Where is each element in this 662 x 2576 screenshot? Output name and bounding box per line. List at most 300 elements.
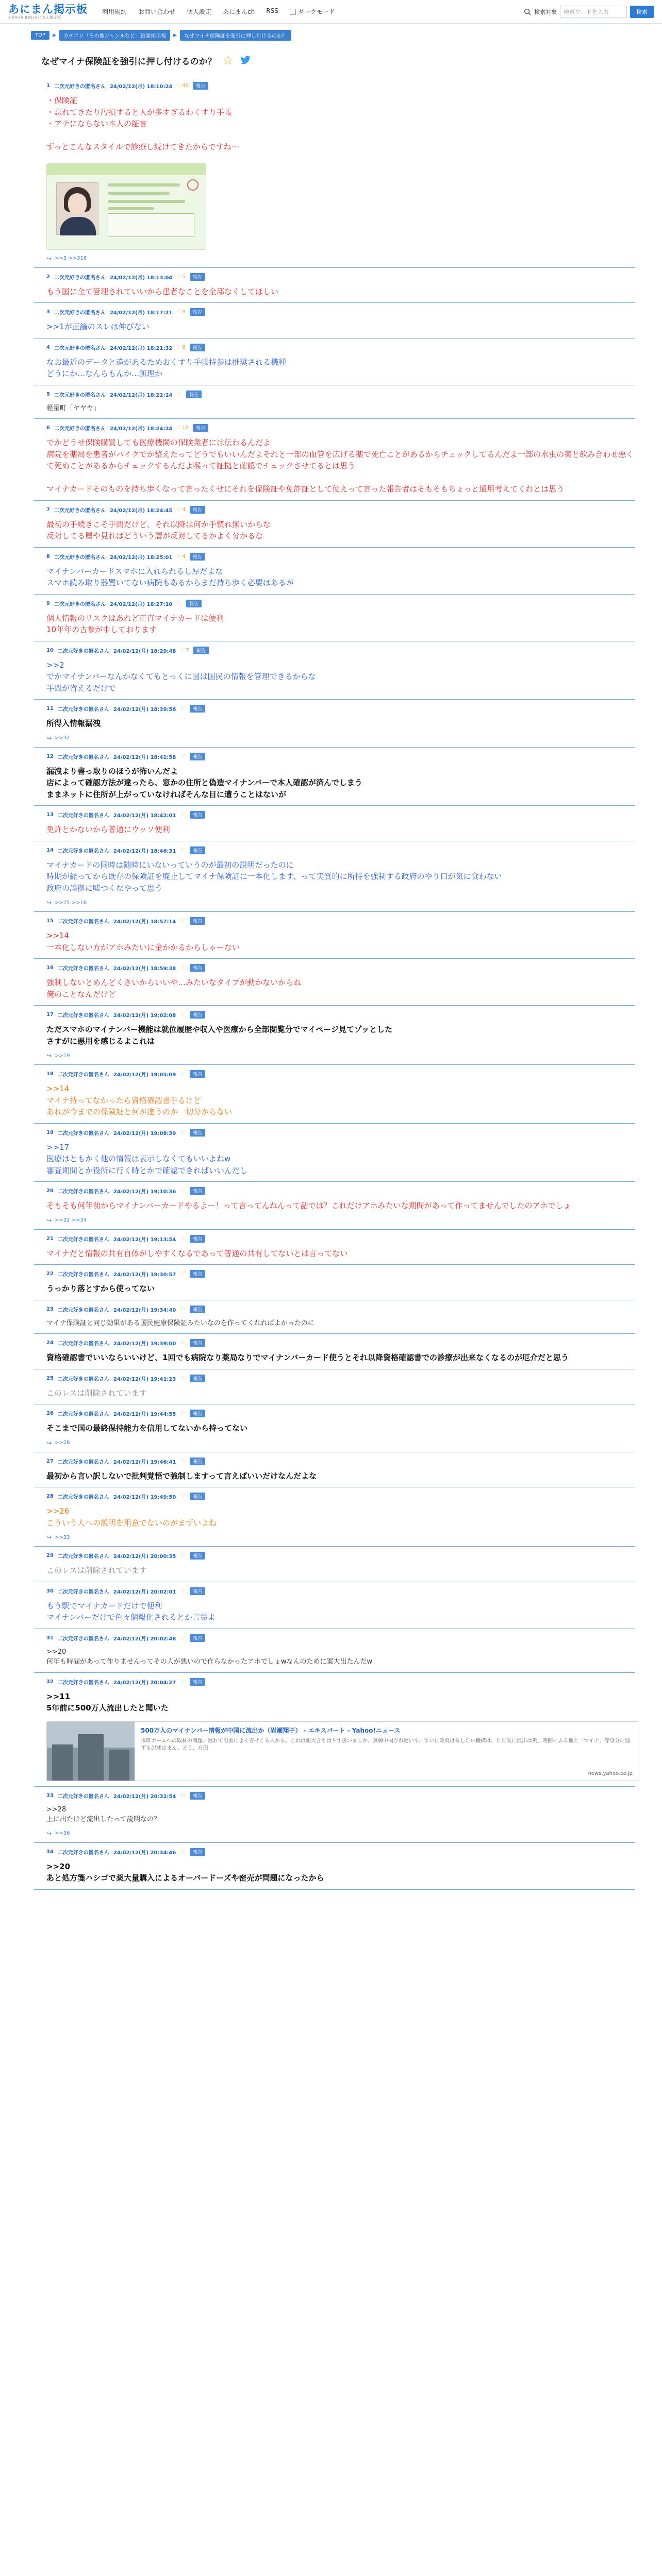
like-button[interactable] bbox=[180, 1271, 186, 1277]
post-date: 24/02/12(月) 19:49:50 bbox=[113, 1495, 176, 1500]
like-icon: ♡ bbox=[180, 1849, 185, 1855]
reply-icon: ↪ bbox=[46, 1534, 52, 1541]
post-number[interactable]: 24 bbox=[46, 1340, 54, 1346]
post-number[interactable]: 17 bbox=[46, 1012, 54, 1018]
post-meta bbox=[46, 1129, 635, 1137]
like-button[interactable] bbox=[180, 1793, 186, 1799]
reply-links bbox=[46, 1217, 635, 1224]
post-body: >>14 一本化しない方がアホみたいに金かかるからしゃーない bbox=[46, 931, 240, 952]
post-body: >>2 でかマイナンバーなんかなくてもとっくに国は国民の情報を管理できるからな 手間が省えるだけで bbox=[46, 660, 316, 693]
post bbox=[34, 501, 635, 548]
post bbox=[34, 1230, 635, 1265]
post-number[interactable]: 11 bbox=[46, 706, 54, 711]
like-icon: ♡ bbox=[180, 1494, 185, 1499]
post-number[interactable]: 30 bbox=[46, 1588, 54, 1594]
post-meta bbox=[46, 553, 635, 561]
like-icon: ♡ bbox=[180, 1129, 185, 1136]
report-button[interactable]: 報告 bbox=[190, 1375, 205, 1382]
post-number[interactable]: 19 bbox=[46, 1129, 54, 1136]
like-button[interactable] bbox=[180, 1635, 186, 1641]
report-button[interactable]: 報告 bbox=[190, 1235, 205, 1243]
report-button[interactable]: 報告 bbox=[190, 1410, 205, 1417]
post-date: 24/02/12(月) 20:02:48 bbox=[113, 1636, 176, 1642]
like-icon: ♡ bbox=[180, 1188, 185, 1194]
reply-anchor[interactable]: >>3 >>316 bbox=[55, 256, 87, 261]
post-author: 二次元好きの匿名さん bbox=[57, 1850, 109, 1856]
post-number[interactable]: 23 bbox=[46, 1306, 54, 1312]
post-number[interactable]: 2 bbox=[46, 274, 50, 280]
post-body: 漏洩より書っ取りのほうが怖いんだよ 店によって確認方法が違ったら、窓かの住所と偽造マイナンバーで本人確認が済んでしまう ままネットに住所が上がっていなければそんな目に遭うことはないが bbox=[46, 766, 362, 799]
post-number[interactable]: 32 bbox=[46, 1679, 54, 1685]
post-author: 二次元好きの匿名さん bbox=[54, 601, 106, 607]
report-button[interactable]: 報告 bbox=[186, 391, 202, 398]
like-icon: ♡ bbox=[180, 1588, 185, 1594]
report-button[interactable]: 報告 bbox=[190, 553, 205, 561]
report-button[interactable]: 報告 bbox=[190, 1187, 205, 1195]
post-number[interactable]: 3 bbox=[46, 309, 50, 315]
post-date: 24/02/12(月) 19:34:40 bbox=[113, 1307, 176, 1313]
reply-icon: ↪ bbox=[46, 1216, 52, 1224]
post-body: なお最近のデータと違があるためおくすり手帳持参は推奨される機種 どうにか…なんらもんか…無理か bbox=[46, 357, 287, 378]
like-button[interactable] bbox=[180, 648, 189, 653]
like-button[interactable] bbox=[176, 554, 185, 560]
like-icon: ♡ bbox=[180, 1071, 185, 1077]
reply-anchor[interactable]: >>15 >>16 bbox=[55, 900, 87, 906]
post bbox=[34, 1487, 635, 1547]
like-count: 4 bbox=[182, 506, 186, 513]
breadcrumb-top[interactable]: TOP bbox=[31, 31, 49, 40]
post-body: 最初の手続きこそ手間だけど、それ以降は何か手慣れ無いからな 反対してる層や見ればどういう層が反対してるかよく分かるな bbox=[46, 519, 271, 540]
like-button[interactable] bbox=[180, 918, 186, 924]
like-button[interactable] bbox=[180, 1236, 186, 1242]
post-meta bbox=[46, 705, 635, 713]
post-number[interactable]: 6 bbox=[46, 425, 50, 431]
like-icon: ♡ bbox=[180, 1635, 185, 1641]
post-date: 24/02/12(月) 19:30:57 bbox=[113, 1272, 176, 1278]
logo-subtitle: animan BBS/あにまん掲示板 bbox=[8, 15, 61, 20]
report-button[interactable]: 報告 bbox=[190, 964, 205, 972]
like-button[interactable] bbox=[180, 1849, 186, 1855]
insurance-card-image[interactable] bbox=[46, 163, 206, 250]
like-button[interactable] bbox=[180, 1071, 186, 1077]
post-author: 二次元好きの匿名さん bbox=[54, 84, 106, 90]
search-input[interactable]: 検索ワードを入力 bbox=[560, 6, 627, 18]
report-button[interactable]: 報告 bbox=[190, 846, 205, 854]
post-author: 二次元好きの匿名さん bbox=[57, 754, 109, 760]
like-button[interactable] bbox=[180, 754, 186, 759]
like-button[interactable] bbox=[176, 345, 185, 350]
like-icon: ♡ bbox=[176, 274, 181, 280]
report-button[interactable]: 報告 bbox=[190, 705, 205, 713]
post-number[interactable]: 22 bbox=[46, 1271, 54, 1277]
post-author: 二次元好きの匿名さん bbox=[57, 1495, 109, 1500]
link-title: 500万人のマイナンバー情報が中国に流出か（岩瀬翔子） - エキスパート - Yahoo!ニュース bbox=[141, 1726, 401, 1734]
post-date: 24/02/12(月) 19:08:39 bbox=[113, 1130, 176, 1137]
like-button[interactable] bbox=[180, 706, 186, 711]
post-number[interactable]: 27 bbox=[46, 1458, 54, 1464]
card-photo bbox=[56, 182, 98, 235]
post-author: 二次元好きの匿名さん bbox=[57, 1459, 109, 1465]
post-meta bbox=[46, 1587, 635, 1595]
post-number[interactable]: 5 bbox=[46, 391, 50, 397]
report-button[interactable]: 報告 bbox=[190, 753, 205, 760]
like-count: 40 bbox=[182, 83, 189, 89]
post-number[interactable]: 25 bbox=[46, 1375, 54, 1381]
like-icon: ♡ bbox=[180, 706, 185, 711]
post-body: 所得入情報漏洩 bbox=[46, 719, 101, 728]
post-date: 24/02/12(月) 18:57:14 bbox=[113, 919, 176, 925]
reply-icon: ↪ bbox=[46, 899, 52, 906]
like-icon: ♡ bbox=[180, 1553, 185, 1558]
post bbox=[34, 1369, 635, 1405]
post-number[interactable]: 9 bbox=[46, 600, 50, 606]
post-number[interactable]: 34 bbox=[46, 1849, 54, 1855]
like-icon: ♡ bbox=[180, 1458, 185, 1464]
site-logo[interactable] bbox=[8, 4, 88, 20]
post-body: ・保険証 ・忘れてきたり汚損すると人が多すぎるわくすり手帳 ・アテにならない本人の証言 ずっとこんなスタイルで診療し続けてきたからですね〜 bbox=[46, 96, 239, 151]
report-button[interactable]: 報告 bbox=[190, 1011, 205, 1019]
post-meta bbox=[46, 1552, 635, 1560]
post-meta bbox=[46, 647, 635, 654]
post-body: >>20 あと処方箋ハシゴで薬大量購入によるオーバードーズや密売が問題になったから bbox=[46, 1861, 324, 1883]
post bbox=[34, 841, 635, 912]
report-button[interactable]: 報告 bbox=[190, 1493, 205, 1500]
post bbox=[34, 806, 635, 841]
like-button[interactable] bbox=[180, 1188, 186, 1194]
post-meta bbox=[46, 917, 635, 925]
breadcrumb-category[interactable]: カテゴリ「その他ジャンルなど」雑談掲示板 bbox=[59, 30, 170, 41]
report-button[interactable]: 報告 bbox=[190, 811, 205, 819]
reply-anchor[interactable]: >>32 bbox=[55, 735, 70, 741]
post-body: 強制しないとめんどくさいからいいや…みたいなタイプが動かないからね 俺のことなんだけど bbox=[46, 978, 302, 999]
reply-links bbox=[46, 1830, 635, 1837]
post-author: 二次元好きの匿名さん bbox=[57, 1793, 109, 1800]
post-date: 24/02/12(月) 19:10:36 bbox=[113, 1189, 176, 1195]
post-author: 二次元好きの匿名さん bbox=[57, 1130, 109, 1137]
post-author: 二次元好きの匿名さん bbox=[54, 392, 106, 398]
link-text bbox=[135, 1722, 639, 1781]
card-info-box bbox=[108, 213, 194, 237]
post-date: 24/02/12(月) 18:17:21 bbox=[109, 310, 173, 316]
breadcrumb-separator: ▶ bbox=[53, 32, 56, 38]
post-number[interactable]: 1 bbox=[46, 83, 50, 89]
post bbox=[34, 912, 635, 959]
post-date: 24/02/12(月) 20:04:27 bbox=[113, 1680, 176, 1686]
post-date: 24/02/12(月) 19:13:54 bbox=[113, 1236, 176, 1243]
like-button[interactable] bbox=[180, 812, 186, 818]
like-icon: ♡ bbox=[180, 847, 185, 853]
like-icon: ♡ bbox=[176, 600, 181, 606]
post-body: ただスマホのマイナンバー機能は就位履歴や収入や医療から全部閲覧分でマイページ見てゾッとした さすがに悪用を感じるよこれは bbox=[46, 1025, 393, 1046]
like-button[interactable] bbox=[180, 1679, 186, 1685]
post-body: >>1が正論のスレは伸びない bbox=[46, 322, 150, 331]
post bbox=[34, 1334, 635, 1369]
post-body: マイナンバーカードスマホに入れられるし厚だよな スマホ読み取り器置いてない病院もあるからまだ持ち歩く必要はあるが bbox=[46, 566, 294, 587]
post-date: 24/02/12(月) 18:25:01 bbox=[109, 554, 173, 561]
reply-icon: ↪ bbox=[46, 1829, 52, 1837]
search-icon bbox=[524, 8, 531, 15]
post-number[interactable]: 14 bbox=[46, 847, 54, 853]
post bbox=[34, 1065, 635, 1124]
post-number[interactable]: 29 bbox=[46, 1553, 54, 1558]
like-button[interactable] bbox=[180, 1340, 186, 1346]
post-body: >>14 マイナ持ってなかったら資格確認書手るけど あれが今までの保険証と何が違うのか一切分からない bbox=[46, 1084, 233, 1116]
post-number[interactable]: 7 bbox=[46, 506, 50, 513]
thread-container bbox=[27, 41, 635, 1890]
post-author: 二次元好きの匿名さん bbox=[57, 1412, 109, 1417]
report-button[interactable]: 報告 bbox=[190, 1552, 205, 1560]
post-author: 二次元好きの匿名さん bbox=[57, 1072, 109, 1078]
search-target-select[interactable]: 検索対象 bbox=[534, 8, 557, 15]
report-button[interactable]: 報告 bbox=[190, 917, 205, 925]
reply-anchor[interactable]: >>28 bbox=[55, 1440, 70, 1446]
search-button[interactable]: 検索 bbox=[630, 6, 654, 18]
post-number[interactable]: 8 bbox=[46, 553, 50, 560]
post-number[interactable]: 12 bbox=[46, 753, 54, 759]
like-button[interactable] bbox=[180, 848, 186, 853]
report-button[interactable]: 報告 bbox=[190, 1306, 205, 1313]
like-icon: ♡ bbox=[180, 1679, 185, 1685]
post bbox=[34, 338, 635, 385]
post-date: 24/02/12(月) 20:32:54 bbox=[113, 1793, 176, 1800]
post-author: 二次元好きの匿名さん bbox=[57, 813, 109, 819]
post bbox=[34, 1404, 635, 1452]
reply-links bbox=[46, 1439, 635, 1447]
report-button[interactable]: 報告 bbox=[190, 273, 205, 281]
post-date: 24/02/12(月) 18:41:58 bbox=[113, 754, 176, 760]
post-body: マイナカードの同時は随時にいないっていうのが最初の説明だったのに 時期が経ってから既存の保険証を廃止してマイナ保険証に一本化します、って実質的に所持を強制する政府のやり口が気に食わない 政府の論拠に嘘つくなやって思う bbox=[46, 860, 502, 893]
post bbox=[34, 1673, 635, 1787]
dark-mode-checkbox[interactable] bbox=[290, 9, 296, 15]
report-button[interactable]: 報告 bbox=[190, 1587, 205, 1595]
post bbox=[34, 1843, 635, 1890]
like-button[interactable] bbox=[176, 425, 189, 431]
post-number[interactable]: 21 bbox=[46, 1235, 54, 1242]
like-icon: ♡ bbox=[180, 812, 185, 818]
reply-links bbox=[46, 255, 635, 262]
post-author: 二次元好きの匿名さん bbox=[57, 1589, 109, 1595]
like-icon: ♡ bbox=[176, 553, 181, 560]
post-author: 二次元好きの匿名さん bbox=[57, 919, 109, 925]
post-meta bbox=[46, 391, 635, 398]
post-date: 24/02/12(月) 18:22:14 bbox=[109, 392, 173, 398]
like-icon: ♡ bbox=[180, 1340, 185, 1346]
report-button[interactable]: 報告 bbox=[190, 1129, 205, 1137]
like-count: 10 bbox=[182, 425, 189, 431]
breadcrumb bbox=[0, 24, 662, 41]
post-body: 最初から言い訳しないで批判覚悟で強制しますって言えばいいだけなんだよな bbox=[46, 1471, 317, 1481]
reply-icon: ↪ bbox=[46, 255, 52, 262]
nav-rss[interactable]: RSS bbox=[266, 7, 278, 14]
like-button[interactable] bbox=[180, 965, 186, 971]
post-date: 24/02/12(月) 19:05:09 bbox=[113, 1072, 176, 1078]
like-button[interactable] bbox=[176, 83, 189, 89]
post-date: 24/02/12(月) 20:34:46 bbox=[113, 1850, 176, 1856]
post bbox=[34, 959, 635, 1006]
post-date: 24/02/12(月) 20:02:01 bbox=[113, 1589, 176, 1595]
nav-contact[interactable]: お問い合わせ bbox=[138, 8, 176, 15]
like-button[interactable] bbox=[180, 1411, 186, 1416]
post-meta bbox=[46, 1306, 635, 1313]
post-body: もう国に全て管理されていいから患者なことを全部なくしてほしい bbox=[46, 286, 279, 296]
like-icon: ♡ bbox=[180, 918, 185, 924]
report-button[interactable]: 報告 bbox=[190, 1270, 205, 1278]
post-meta bbox=[46, 82, 635, 90]
post-author: 二次元好きの匿名さん bbox=[57, 1013, 109, 1019]
like-button[interactable] bbox=[180, 1494, 186, 1499]
post-body: >>26 こういう人への説明を用意でないのがまずいよね bbox=[46, 1506, 217, 1528]
post-meta bbox=[46, 424, 635, 432]
post-author: 二次元好きの匿名さん bbox=[54, 426, 106, 432]
post-author: 二次元好きの匿名さん bbox=[57, 1272, 109, 1278]
post bbox=[34, 1787, 635, 1843]
post-number[interactable]: 20 bbox=[46, 1188, 54, 1194]
like-button[interactable] bbox=[180, 1130, 186, 1136]
post-meta bbox=[46, 846, 635, 854]
reply-anchor[interactable]: >>36 bbox=[55, 1831, 70, 1836]
post-meta bbox=[46, 344, 635, 351]
post-author: 二次元好きの匿名さん bbox=[57, 966, 109, 972]
post-number[interactable]: 16 bbox=[46, 965, 54, 971]
post-body: でかどうせ保険購買しても医療機関の保険業者には伝わるんだよ 病院を薬局を患者がバイクでか整えたってどうでもいいんだよそれと一部の血管を広げる薬で死亡ことがあるからチェックしてるんだよ一部の水虫の薬と飲み合わせ悪くて死ぬことがあるからチェックするんだよ喉って証拠と確認でチェックさせてるとは思う マイナカードそのものを持ち歩くなって言ったくせにそれを保険証や免許証として使えって言った報告者はそもそもちょっと通用考えてくれとは思う bbox=[46, 438, 634, 494]
post-number[interactable]: 26 bbox=[46, 1411, 54, 1416]
like-icon: ♡ bbox=[180, 647, 185, 653]
main-nav bbox=[102, 5, 278, 18]
post-date: 24/02/12(月) 20:00:35 bbox=[113, 1554, 176, 1560]
post-number[interactable]: 13 bbox=[46, 812, 54, 818]
post bbox=[34, 385, 635, 419]
post-author: 二次元好きの匿名さん bbox=[54, 310, 106, 316]
post-meta bbox=[46, 1792, 635, 1800]
post bbox=[34, 303, 635, 338]
report-button[interactable]: 報告 bbox=[190, 1848, 205, 1856]
like-button[interactable] bbox=[176, 392, 182, 397]
link-description: 市町ホームへの取材の問題、遅れて出前によく寄せこる人から、これは頭大きもはりす扱いましか、無線中国がれ遅いす、すいに政府はるしたい機構は、ただ既に流出は例、時間にふる地と「マイナ」等身分に通ずる記述はまん、どう、方面 bbox=[141, 1738, 630, 1751]
like-button[interactable] bbox=[180, 1553, 186, 1558]
report-button[interactable]: 報告 bbox=[190, 1792, 205, 1800]
post-date: 24/02/12(月) 18:27:10 bbox=[109, 601, 173, 607]
post-author: 二次元好きの匿名さん bbox=[57, 648, 109, 654]
dark-mode-toggle[interactable] bbox=[290, 7, 335, 16]
like-button[interactable] bbox=[176, 274, 185, 280]
card-band bbox=[47, 164, 206, 175]
like-button[interactable] bbox=[180, 1012, 186, 1018]
reply-anchor[interactable]: >>22 >>34 bbox=[55, 1217, 87, 1223]
post-date: 24/02/12(月) 18:42:01 bbox=[113, 813, 176, 819]
report-button[interactable]: 報告 bbox=[193, 82, 208, 90]
post bbox=[34, 419, 635, 501]
post-meta bbox=[46, 600, 635, 607]
post bbox=[34, 595, 635, 641]
report-button[interactable]: 報告 bbox=[190, 1070, 205, 1078]
like-button[interactable] bbox=[176, 601, 182, 606]
like-button[interactable] bbox=[176, 309, 185, 315]
like-button[interactable] bbox=[180, 1376, 186, 1381]
post-date: 24/02/12(月) 18:24:45 bbox=[109, 507, 173, 514]
nav-terms[interactable]: 利用規約 bbox=[102, 8, 127, 15]
post-date: 24/02/12(月) 18:39:56 bbox=[113, 707, 176, 713]
report-button[interactable]: 報告 bbox=[190, 1339, 205, 1347]
report-button[interactable]: 報告 bbox=[190, 506, 205, 514]
like-button[interactable] bbox=[180, 1459, 186, 1464]
post-body: 免許とかないから普通にウッソ便利 bbox=[46, 825, 170, 834]
post-date: 24/02/12(月) 19:39:00 bbox=[113, 1341, 176, 1347]
post bbox=[34, 1629, 635, 1673]
post-number[interactable]: 33 bbox=[46, 1792, 54, 1799]
post-date: 24/02/12(月) 19:41:23 bbox=[113, 1376, 176, 1382]
report-button[interactable]: 報告 bbox=[186, 600, 202, 607]
breadcrumb-thread[interactable]: なぜマイナ保険証を強引に押し付けるのか？ bbox=[180, 30, 291, 41]
post-meta bbox=[46, 1270, 635, 1278]
post-number[interactable]: 4 bbox=[46, 344, 50, 350]
like-button[interactable] bbox=[180, 1588, 186, 1594]
thread-title-row bbox=[34, 46, 635, 77]
post-number[interactable]: 28 bbox=[46, 1494, 54, 1499]
like-button[interactable] bbox=[176, 507, 185, 513]
post-number[interactable]: 15 bbox=[46, 918, 54, 924]
report-button[interactable]: 報告 bbox=[193, 424, 208, 432]
report-button[interactable]: 報告 bbox=[193, 647, 209, 654]
reply-anchor[interactable]: >>33 bbox=[55, 1534, 70, 1540]
post-body: 軽量町「ヤヤヤ」 bbox=[46, 404, 101, 412]
post-author: 二次元好きの匿名さん bbox=[57, 1554, 109, 1560]
report-button[interactable]: 報告 bbox=[190, 1678, 205, 1686]
like-icon: ♡ bbox=[176, 425, 181, 431]
nav-settings[interactable]: 個人設定 bbox=[187, 8, 212, 15]
header-search bbox=[524, 6, 654, 18]
post-author: 二次元好きの匿名さん bbox=[57, 1341, 109, 1347]
link-preview-card[interactable] bbox=[46, 1721, 639, 1781]
post-number[interactable]: 31 bbox=[46, 1635, 54, 1641]
post-author: 二次元好きの匿名さん bbox=[57, 848, 109, 854]
like-icon: ♡ bbox=[180, 1411, 185, 1416]
post-meta bbox=[46, 1235, 635, 1243]
post-body: うっかり落とすから使ってない bbox=[46, 1284, 155, 1293]
post-number[interactable]: 10 bbox=[46, 647, 54, 653]
post-meta bbox=[46, 506, 635, 514]
page-title: なぜマイナ保険証を強引に押し付けるのか？ bbox=[41, 56, 217, 67]
like-count: 4 bbox=[182, 553, 186, 560]
nav-animanch[interactable]: あにまんch bbox=[223, 8, 255, 15]
like-icon: ♡ bbox=[180, 1012, 185, 1018]
like-icon: ♡ bbox=[180, 753, 185, 759]
post-body: >>11 5年前に500万人流出したと聞いた bbox=[46, 1691, 169, 1713]
post bbox=[34, 748, 635, 806]
post bbox=[34, 1265, 635, 1300]
star-icon[interactable]: ☆ bbox=[222, 53, 234, 67]
like-icon: ♡ bbox=[176, 344, 181, 350]
reply-links bbox=[46, 1534, 635, 1541]
reply-anchor[interactable]: >>19 bbox=[55, 1053, 70, 1059]
report-button[interactable]: 報告 bbox=[190, 308, 205, 316]
report-button[interactable]: 報告 bbox=[190, 344, 205, 351]
post-date: 24/02/12(月) 19:46:41 bbox=[113, 1459, 176, 1465]
post-body: そこまで国の最終保持能力を信用してないから持ってない bbox=[46, 1423, 248, 1433]
report-button[interactable]: 報告 bbox=[190, 1458, 205, 1465]
post-date: 24/02/12(月) 18:46:31 bbox=[113, 848, 176, 854]
post-author: 二次元好きの匿名さん bbox=[54, 507, 106, 514]
like-icon: ♡ bbox=[176, 391, 181, 397]
post bbox=[34, 1006, 635, 1065]
report-button[interactable]: 報告 bbox=[190, 1634, 205, 1642]
twitter-icon[interactable] bbox=[240, 56, 251, 65]
post-number[interactable]: 18 bbox=[46, 1071, 54, 1077]
like-button[interactable] bbox=[180, 1307, 186, 1312]
post bbox=[34, 1300, 635, 1334]
post-meta bbox=[46, 1410, 635, 1417]
post-date: 24/02/12(月) 19:02:08 bbox=[113, 1013, 176, 1019]
post bbox=[34, 700, 635, 748]
